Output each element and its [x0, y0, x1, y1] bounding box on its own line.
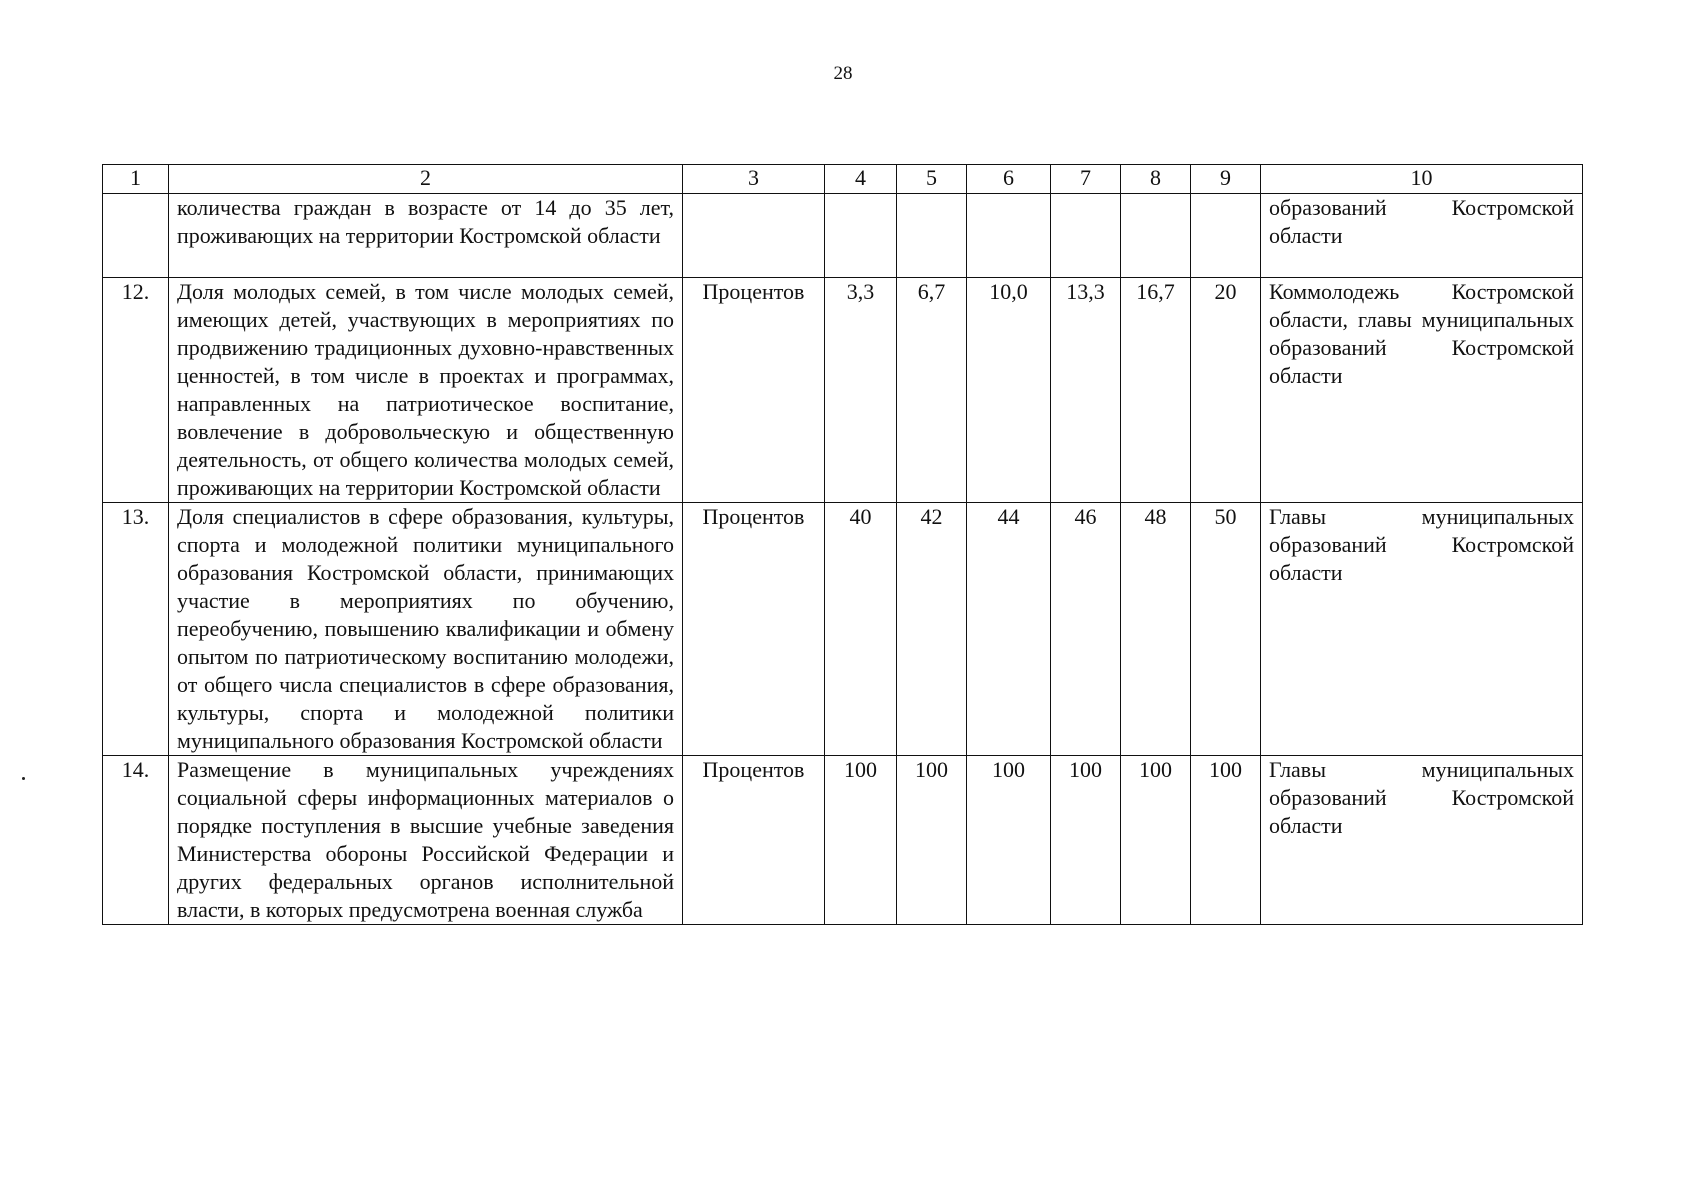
header-cell: 1	[103, 165, 169, 194]
table-row	[103, 756, 1583, 925]
header-cell: 3	[683, 165, 825, 194]
value-cell: 42	[897, 503, 967, 756]
indicator-name: Доля молодых семей, в том числе молодых семей, имеющих детей, участвующих в мероприятиях по продвижению традиционных духовно-нравственных ценностей, в том числе в проектах и программах, направленных на патриотическое воспитание, вовлечение в добровольческую и общественную деятельность, от общего количества молодых семей, проживающих на территории Костромской области	[169, 278, 683, 503]
responsible: Главы муниципальных образований Костромской области	[1261, 756, 1583, 925]
value-cell: 16,7	[1121, 278, 1191, 503]
value-cell: 20	[1191, 278, 1261, 503]
value-cell	[1121, 194, 1191, 278]
value-cell: 10,0	[967, 278, 1051, 503]
header-cell: 2	[169, 165, 683, 194]
header-cell: 8	[1121, 165, 1191, 194]
table-row	[103, 278, 1583, 503]
page-number: 28	[833, 63, 853, 84]
value-cell: 46	[1051, 503, 1121, 756]
row-number: 12.	[103, 278, 169, 503]
scan-speck	[22, 777, 25, 780]
value-cell: 100	[1121, 756, 1191, 925]
header-cell: 9	[1191, 165, 1261, 194]
value-cell: 3,3	[825, 278, 897, 503]
unit	[683, 194, 825, 278]
value-cell: 100	[825, 756, 897, 925]
unit: Процентов	[683, 503, 825, 756]
table-row-continuation	[103, 194, 1583, 278]
indicators-table	[102, 164, 1583, 925]
value-cell: 40	[825, 503, 897, 756]
value-cell: 50	[1191, 503, 1261, 756]
value-cell: 48	[1121, 503, 1191, 756]
responsible: Коммолодежь Костромской области, главы муниципальных образований Костромской области	[1261, 278, 1583, 503]
value-cell: 100	[1051, 756, 1121, 925]
value-cell	[1051, 194, 1121, 278]
row-number: 14.	[103, 756, 169, 925]
header-cell: 5	[897, 165, 967, 194]
row-number	[103, 194, 169, 278]
value-cell	[1191, 194, 1261, 278]
header-cell: 10	[1261, 165, 1583, 194]
header-cell: 4	[825, 165, 897, 194]
value-cell: 100	[1191, 756, 1261, 925]
responsible: образований Костромской области	[1261, 194, 1583, 278]
value-cell: 100	[967, 756, 1051, 925]
unit: Процентов	[683, 756, 825, 925]
responsible: Главы муниципальных образований Костромской области	[1261, 503, 1583, 756]
header-cell: 6	[967, 165, 1051, 194]
value-cell	[897, 194, 967, 278]
value-cell: 13,3	[1051, 278, 1121, 503]
indicator-name: количества граждан в возрасте от 14 до 35 лет, проживающих на территории Костромской области	[169, 194, 683, 278]
value-cell	[967, 194, 1051, 278]
indicator-name: Доля специалистов в сфере образования, культуры, спорта и молодежной политики муниципального образования Костромской области, принимающих участие в мероприятиях по обучению, переобучению, повышению квалификации и обмену опытом по патриотическому воспитанию молодежи, от общего числа специалистов в сфере образования, культуры, спорта и молодежной политики муниципального образования Костромской области	[169, 503, 683, 756]
value-cell: 6,7	[897, 278, 967, 503]
header-cell: 7	[1051, 165, 1121, 194]
indicator-name: Размещение в муниципальных учреждениях социальной сферы информационных материалов о порядке поступления в высшие учебные заведения Министерства обороны Российской Федерации и других федеральных органов исполнительной власти, в которых предусмотрена военная служба	[169, 756, 683, 925]
unit: Процентов	[683, 278, 825, 503]
table-row	[103, 503, 1583, 756]
header-row	[103, 165, 1583, 194]
value-cell: 100	[897, 756, 967, 925]
row-number: 13.	[103, 503, 169, 756]
value-cell: 44	[967, 503, 1051, 756]
value-cell	[825, 194, 897, 278]
